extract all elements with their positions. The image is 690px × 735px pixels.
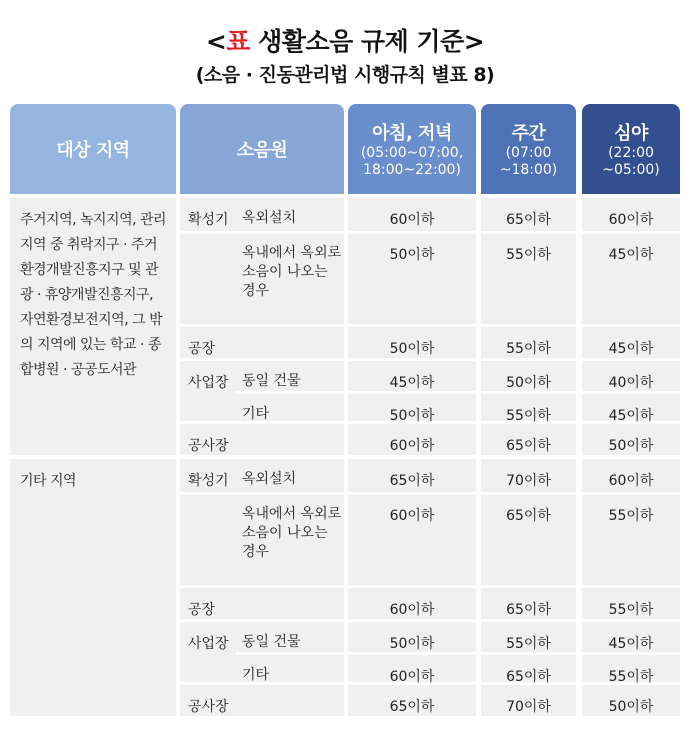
value-morning: 65이하 [348, 685, 476, 716]
value-day: 65이하 [481, 655, 576, 682]
value-night: 55이하 [582, 588, 680, 619]
value-night: 45이하 [582, 234, 680, 324]
source-main: 사업장 [180, 361, 236, 421]
value-night: 50이하 [582, 424, 680, 455]
region-cell-residential: 주거지역, 녹지지역, 관리지역 중 취락지구 · 주거환경개발진흥지구 및 관광 · 휴양개발진흥지구, 자연환경보전지역, 그 밖의 지역에 있는 학교 · 종합병원 · 공공도서관 [10, 198, 176, 455]
source-sub: 기타 [236, 394, 344, 421]
value-day: 55이하 [481, 622, 576, 652]
source-main-empty [180, 495, 236, 585]
value-day: 70이하 [481, 459, 576, 492]
value-night: 50이하 [582, 685, 680, 716]
value-morning: 60이하 [348, 495, 476, 585]
page-title [0, 22, 690, 58]
value-day: 65이하 [481, 495, 576, 585]
value-night: 45이하 [582, 622, 680, 652]
source-sub: 동일 건물 [236, 361, 344, 391]
value-morning: 45이하 [348, 361, 476, 391]
header-region [10, 104, 176, 194]
value-night: 45이하 [582, 327, 680, 358]
value-morning: 60이하 [348, 424, 476, 455]
value-night: 60이하 [582, 198, 680, 231]
source-main: 공사장 [180, 424, 344, 455]
title-prefix: 표 [226, 27, 250, 56]
header-morning-time1: (05:00~07:00, [360, 145, 464, 161]
value-night: 60이하 [582, 459, 680, 492]
value-day: 65이하 [481, 588, 576, 619]
region-cell-other: 기타 지역 [10, 459, 176, 716]
value-day: 55이하 [481, 327, 576, 358]
header-source [180, 104, 344, 194]
value-night: 40이하 [582, 361, 680, 391]
value-day: 65이하 [481, 424, 576, 455]
header-day-label: 주간 [511, 123, 546, 144]
value-day: 70이하 [481, 685, 576, 716]
header-night-label: 심야 [614, 123, 648, 144]
value-morning: 50이하 [348, 327, 476, 358]
source-sub: 옥외설치 [236, 459, 344, 492]
source-main-empty [180, 234, 236, 324]
source-sub: 옥내에서 옥외로 소음이 나오는 경우 [236, 234, 344, 324]
title-bracket-close: > [463, 27, 485, 56]
header-morning-label: 아침, 저녁 [372, 123, 452, 144]
header-night [582, 104, 680, 194]
value-morning: 50이하 [348, 394, 476, 421]
value-night: 45이하 [582, 394, 680, 421]
value-morning: 65이하 [348, 459, 476, 492]
value-day: 55이하 [481, 394, 576, 421]
header-day-time2: ~18:00) [499, 162, 558, 178]
value-night: 55이하 [582, 655, 680, 682]
header-day [481, 104, 576, 194]
value-day: 65이하 [481, 198, 576, 231]
header-morning-evening [348, 104, 476, 194]
source-sub: 옥외설치 [236, 198, 344, 231]
source-main: 공장 [180, 588, 344, 619]
value-morning: 60이하 [348, 198, 476, 231]
header-night-time2: ~05:00) [602, 162, 660, 178]
source-sub: 옥내에서 옥외로 소음이 나오는 경우 [236, 495, 344, 585]
header-region-label: 대상 지역 [56, 140, 130, 161]
value-day: 50이하 [481, 361, 576, 391]
source-main: 확성기 [180, 198, 236, 231]
value-night: 55이하 [582, 495, 680, 585]
header-morning-time2: 18:00~22:00) [363, 162, 461, 178]
value-morning: 50이하 [348, 622, 476, 652]
source-main: 공사장 [180, 685, 344, 716]
value-morning: 60이하 [348, 655, 476, 682]
source-sub: 기타 [236, 655, 344, 682]
source-main: 확성기 [180, 459, 236, 492]
source-main: 공장 [180, 327, 344, 358]
header-night-time1: (22:00 [608, 145, 654, 161]
header-source-label: 소음원 [236, 140, 288, 161]
source-main: 사업장 [180, 622, 236, 682]
value-morning: 60이하 [348, 588, 476, 619]
page-subtitle: (소음 · 진동관리법 시행규칙 별표 8) [195, 64, 495, 86]
value-day: 55이하 [481, 234, 576, 324]
title-text: 생활소음 규제 기준 [249, 27, 464, 56]
header-day-time1: (07:00 [505, 145, 552, 161]
source-sub: 동일 건물 [236, 622, 344, 652]
title-bracket-open: < [205, 27, 227, 56]
value-morning: 50이하 [348, 234, 476, 324]
